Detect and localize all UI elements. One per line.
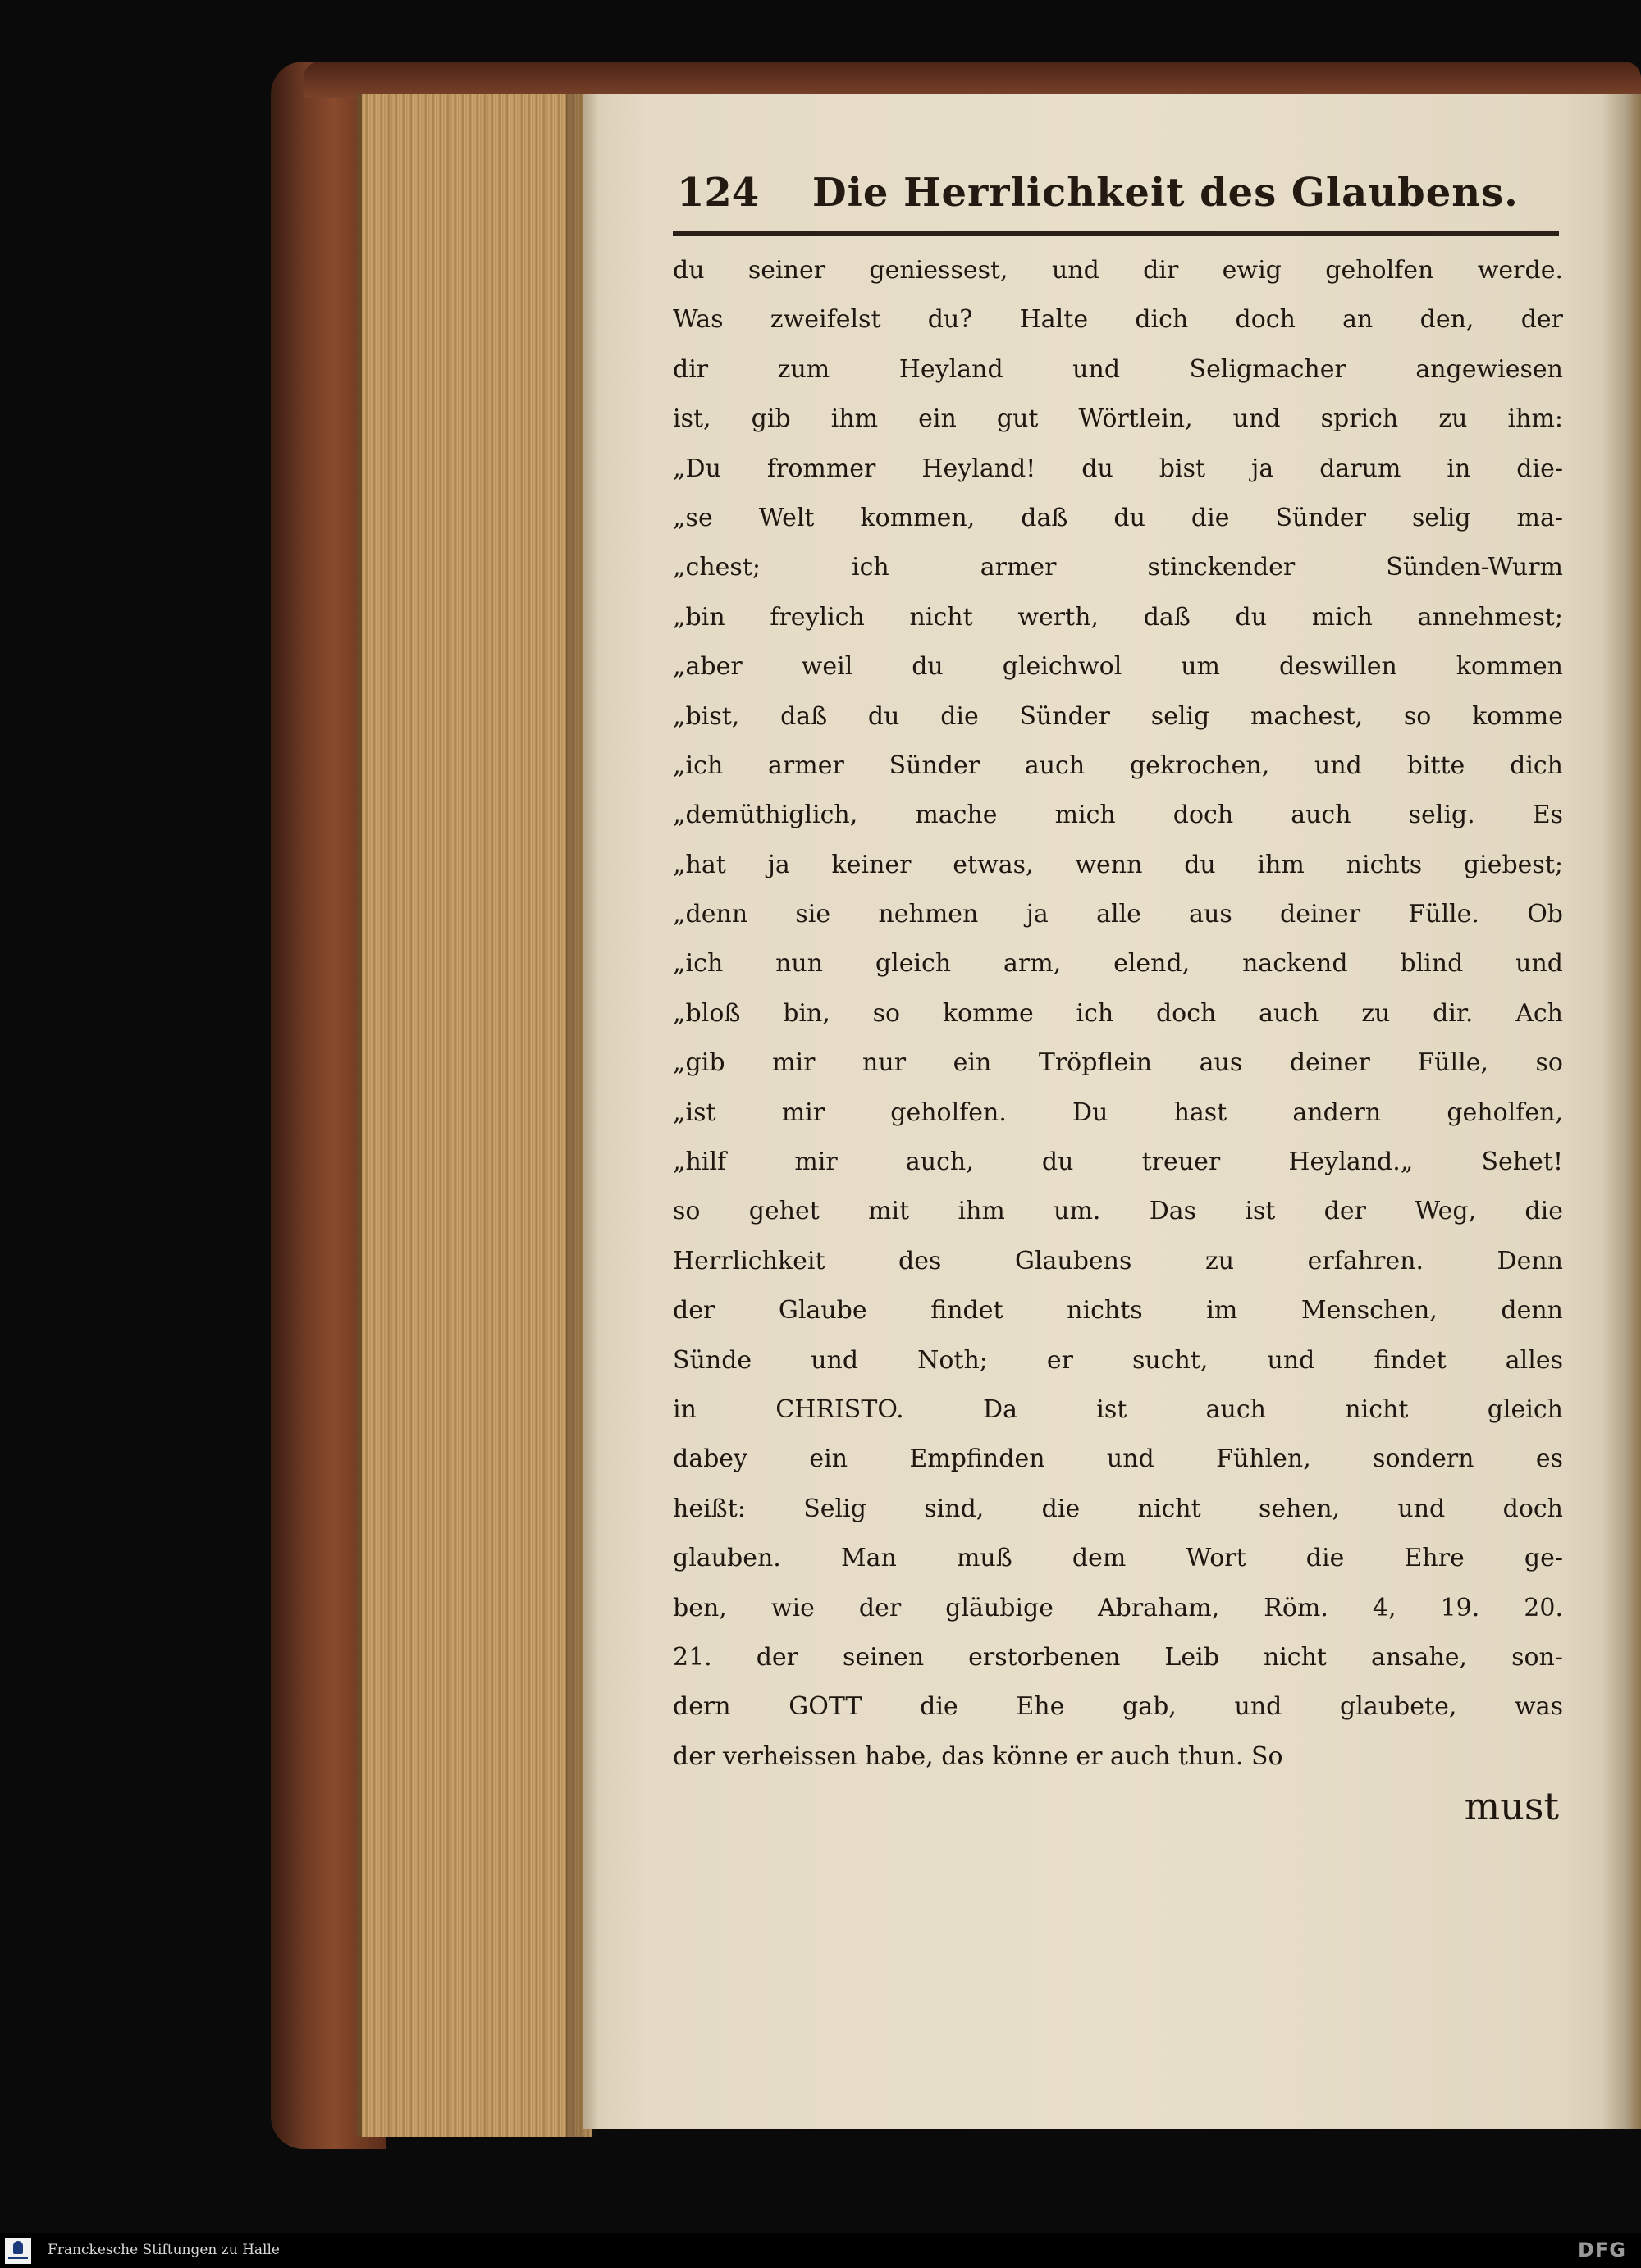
text-line: heißt: Selig sind, die nicht sehen, und doch [673,1494,1563,1523]
text-line: „aber weil du gleichwol um deswillen kommen [673,652,1563,682]
text-line: dabey ein Empfinden und Fühlen, sondern es [673,1444,1563,1474]
text-line: „chest; ich armer stinckender Sünden-Wurm [673,553,1563,582]
text-line: „se Welt kommen, daß du die Sünder selig ma- [673,503,1563,532]
text-line: ben, wie der gläubige Abraham, Röm. 4, 19. 20. [673,1593,1563,1622]
text-line: „bist, daß du die Sünder selig machest, so komme [673,701,1563,731]
text-line: „ich nun gleich arm, elend, nackend blind und [673,949,1563,979]
text-line: „demüthiglich, mache mich doch auch selig. Es [673,801,1563,830]
page-edges [357,94,592,2137]
head-rule [673,231,1559,236]
text-line: 21. der seinen erstorbenen Leib nicht ansahe, son- [673,1642,1563,1672]
text-line: ist, gib ihm ein gut Wörtlein, und sprich zu ihm: [673,404,1563,434]
text-line: „hat ja keiner etwas, wenn du ihm nichts giebest; [673,850,1563,879]
text-line: so gehet mit ihm um. Das ist der Weg, die [673,1197,1563,1226]
running-title: Die Herrlichkeit des Glaubens. [812,170,1519,216]
gutter-shadow [566,94,599,2137]
text-line: „gib mir nur ein Tröpflein aus deiner Fülle, so [673,1048,1563,1078]
footer-bar [0,2233,1641,2268]
page-number: 124 [677,170,760,216]
body-text [673,246,1563,1782]
text-block [673,164,1563,1831]
text-line: „Du frommer Heyland! du bist ja darum in die- [673,454,1563,483]
book-cover-top [304,62,1641,98]
text-line: du seiner geniessest, und dir ewig geholfen werde. [673,256,1563,285]
text-line: „denn sie nehmen ja alle aus deiner Fülle. Ob [673,900,1563,929]
text-line: der Glaube findet nichts im Menschen, denn [673,1296,1563,1326]
catchword: must [1464,1784,1559,1829]
text-line: „bin freylich nicht werth, daß du mich annehmest; [673,602,1563,632]
text-line: „ich armer Sünder auch gekrochen, und bitte dich [673,751,1563,780]
page-right-edge [1602,94,1641,2129]
text-line: glauben. Man muß dem Wort die Ehre ge- [673,1544,1563,1573]
text-line: „ist mir geholfen. Du hast andern geholfen, [673,1097,1563,1127]
text-line: in CHRISTO. Da ist auch nicht gleich [673,1394,1563,1424]
text-line: dern GOTT die Ehe gab, und glaubete, was [673,1692,1563,1722]
running-head [673,164,1563,221]
text-line: dir zum Heyland und Seligmacher angewiesen [673,354,1563,384]
text-line: „bloß bin, so komme ich doch auch zu dir. Ach [673,998,1563,1028]
text-line: „hilf mir auch, du treuer Heyland.„ Sehet! [673,1148,1563,1177]
institution-name: Franckesche Stiftungen zu Halle [48,2242,280,2258]
text-line: Herrlichkeit des Glaubens zu erfahren. Denn [673,1246,1563,1275]
institution-logo [5,2238,31,2264]
text-line: Sünde und Noth; er sucht, und findet alles [673,1345,1563,1375]
dfg-logo: DFG [1577,2238,1626,2261]
text-line: Was zweifelst du? Halte dich doch an den, der [673,305,1563,335]
text-line: der verheissen habe, das könne er auch thun. So [673,1741,1283,1771]
